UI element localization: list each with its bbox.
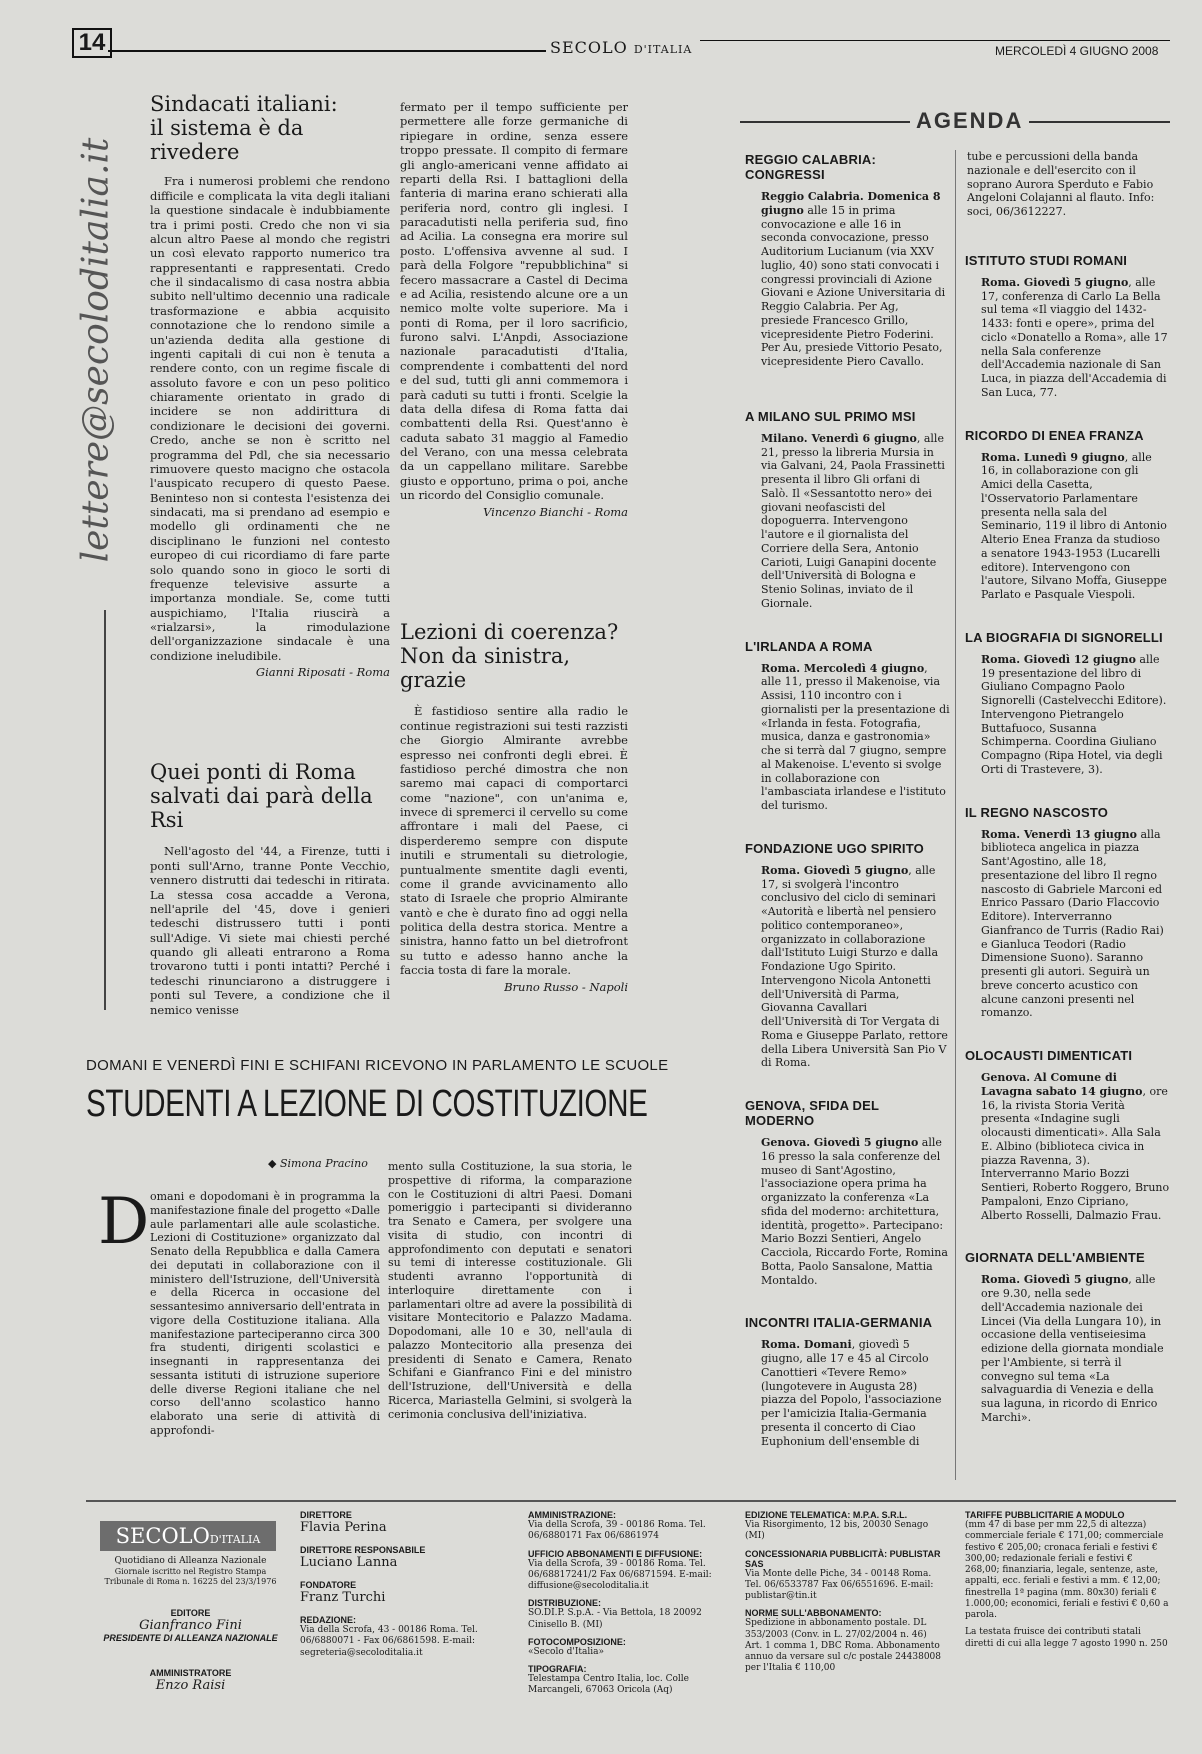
letter-title: Lezioni di coerenza? Non da sinistra, grazie [400,620,619,693]
drop-cap: D [98,1185,150,1259]
footer-editore: EDITORE Gianfranco Fini PRESIDENTE DI ALLEANZA NAZIONALE [103,1608,278,1643]
agenda-item-continued: tube e percussioni della banda nazionale e dell'esercito con il soprano Aurora Sperduto e Fabio Angeloni Colajanni al flauto. Info: soci, 06/3612227. [967,150,1155,218]
masthead [550,38,692,57]
agenda-col-1 [745,152,950,1448]
agenda-item: ISTITUTO STUDI ROMANI Roma. Giovedì 5 giugno, alle 17, conferenza di Carlo La Bella sul tema «Il viaggio del 1432-1433: fonti e opere», prima del ciclo «Donatello a Roma», alle 17 nella Sala conferenze dell'Accademia nazionale di San Luca, in piazza dell'Accademia di San Luca, 77. [965,253,1170,400]
article-kicker: DOMANI E VENERDÌ FINI E SCHIFANI RICEVONO IN PARLAMENTO LE SCUOLE [86,1057,669,1074]
agenda-heading: GIORNATA DELL'AMBIENTE [965,1250,1145,1266]
footer-amministratore: AMMINISTRATORE Enzo Raisi [149,1668,232,1693]
agenda-col-2 [965,150,1170,1425]
agenda-item: OLOCAUSTI DIMENTICATI Genova. Al Comune di Lavagna sabato 14 giugno, ore 16, la rivista Storia Verità presenta «Indagine sugli olocausti dimenticati». Alla Sala E. Albino (biblioteca civica in piazza Ravenna, 3). Interverranno Mario Bozzi Sentieri, Roberto Roggero, Bruno Pampaloni, Enzo Cipriano, Alberto Rosselli, Dalmazio Frau. [965,1048,1170,1222]
agenda-item: GIORNATA DELL'AMBIENTE Roma. Giovedì 5 giugno, alle ore 9.30, nella sede dell'Accademia nazionale dei Lincei (Via della Lungara 10), in occasione della ventiseiesima edizione della giornata mondiale per l'Ambiente, si terrà il convegno sul tema «La salvaguardia di Venezia e della sua laguna, in ricordo di Enrico Marchi». [965,1250,1170,1424]
page-number: 14 [72,28,112,58]
agenda-heading: ISTITUTO STUDI ROMANI [965,252,1128,268]
agenda-item: REGGIO CALABRIA: CONGRESSI Reggio Calabria. Domenica 8 giugno alle 15 in prima convocazione e alle 16 in seconda convocazione, presso Auditorium Lucianum (via XXV luglio, 40) sono stati convocati i congressi provinciali di Azione Giovani e Azione Universitaria di Reggio Calabria. Per Ag, presiede Francesco Grillo, vicepresidente Pietro Foderini. Per Au, presiede Vittorio Pesato, vicepresidente Piero Cavallo. [745,152,950,369]
issue-date: MERCOLEDÌ 4 GIUGNO 2008 [995,44,1159,58]
agenda-heading: L'IRLANDA A ROMA [745,638,873,654]
footer-logo: SECOLOD'ITALIA [100,1521,276,1551]
article-byline: ◆ Simona Pracino [268,1157,368,1170]
header-rule-right [700,40,1170,41]
vertical-email-banner [76,90,116,610]
footer-admin: AMMINISTRAZIONE: Via della Scrofa, 39 - 00186 Roma. Tel. 06/6880171 Fax 06/6861974 UFFICIO ABBONAMENTI E DIFFUSIONE: Via della Scrofa, 39 - 00186 Roma. Tel. 06/68817241/2 Fax 06/6871594. E-mail: diffusione@secoloditalia.it DISTRIBUZIONE: SO.DI.P. S.p.A. - Via Bettola, 18 20092 Cinisello B. (MI) FOTOCOMPOSIZIONE: «Secolo d'Italia» TIPOGRAFIA: Telestampa Centro Italia, loc. Colle Marcangeli, 67063 Oricola (Aq) [528,1510,712,1696]
agenda-item: LA BIOGRAFIA DI SIGNORELLI Roma. Giovedì 12 giugno alle 19 presentazione del libro di Giuliano Compagno Paolo Signorelli (Castelvecchi Editore). Intervengono Pietrangelo Buttafuoco, Susanna Schimperna. Coordina Giuliano Compagno (Ripa Hotel, via degli Orti di Trastevere, 3). [965,630,1170,777]
masthead-title: SECOLO [550,38,628,57]
letter-signature: Bruno Russo - Napoli [504,979,628,994]
agenda-heading: FONDAZIONE UGO SPIRITO [745,840,924,856]
letter-ponti-roma-continuation [400,100,628,519]
agenda-item: GENOVA, SFIDA DEL MODERNO Genova. Giovedì 5 giugno alle 16 presso la sala conferenze del museo di Sant'Agostino, l'associazione opera prima ha organizzato la conferenza «La sfida del moderno: architettura, identità, progetto». Partecipano: Mario Bozzi Sentieri, Angelo Cacciola, Riccardo Forte, Romina Botta, Paolo Sansalone, Mattia Montaldo. [745,1098,950,1287]
letter-signature: Vincenzo Bianchi - Roma [483,504,628,519]
agenda-item: IL REGNO NASCOSTO Roma. Venerdì 13 giugno alla biblioteca angelica in piazza Sant'Agostino, alle 18, presentazione del libro Il regno nascosto di Gabriele Marconi ed Enrico Passaro (Dario Flaccovio Editore). Interverranno Gianfranco de Turris (Radio Rai) e Gianluca Teodori (Radio Dimensione Suono). Saranno presenti gli autori. Seguirà un breve concerto acustico con alcune canzoni presenti nel romanzo. [965,805,1170,1021]
vertical-rule [104,610,106,1010]
letter-ponti-roma [150,760,390,1017]
agenda-heading: IL REGNO NASCOSTO [965,804,1109,820]
letter-signature: Gianni Riposati - Roma [255,665,390,680]
agenda-item: FONDAZIONE UGO SPIRITO Roma. Giovedì 5 giugno, alle 17, si svolgerà l'incontro conclusivo del ciclo di seminari «Autorità e libertà nel pensiero politico contemporaneo», organizzato in collaborazione dall'Istituto Luigi Sturzo e dalla Fondazione Ugo Spirito. Intervengono Nicola Antonetti dell'Università di Parma, Giovanna Cavallari dell'Università di Tor Vergata di Roma e Giuseppe Parlato, rettore della Libera Università San Pio V di Roma. [745,841,950,1070]
agenda-heading: INCONTRI ITALIA-GERMANIA [745,1315,933,1331]
letter-body: Fra i numerosi problemi che rendono difficile e complicata la vita degli italiani la questione sindacale è indubbiamente tra i primi posti. Credo che non vi sia alcun altro Paese al mondo che registri un così elevato rapporto numerico tra rappresentanti e rappresentati. Credo che il sindacalismo di casa nostra abbia subito nell'ultimo decennio una radicale trasformazione e abbia acquisito connotazione che lo rendono simile a un'azienda dedita alla gestione di ingenti capitali di cui non è tenuta a rendere conto, con un regime fiscale di assoluto favore e con un peso politico chiaramente orientato in grado di incidere se non addirittura di condizionare le decisioni dei governi. Credo, anche se non è scritto nel programma del Pdl, che sia necessario rimuovere questo macigno che ostacola l'auspicato recupero di questo Paese. Beninteso non si contesta l'esistenza dei sindacati, ma si prendano ad esempio e modello gli ordinamenti che ne disciplinano le funzioni nel contesto europeo di cui ricordiamo di fare parte solo quando sono in gioco le sorti di frequenze televisive assurte a importanza mondiale. Se, come tutti auspichiamo, l'Italia riuscirà a «rialzarsi», la rimodulazione dell'organizzazione sindacale è una condizione ineludibile. [150,174,390,663]
masthead-subtitle: D'ITALIA [633,43,693,56]
agenda-heading: LA BIOGRAFIA DI SIGNORELLI [965,629,1163,645]
agenda-title: AGENDA [910,108,1029,134]
header-rule-left [108,50,546,52]
letter-title: Sindacati italiani: il sistema è da rivedere [150,92,338,165]
agenda-item: INCONTRI ITALIA-GERMANIA Roma. Domani, giovedì 5 giugno, alle 17 e 45 al Circolo Canottieri «Tevere Remo» (lungotevere in Augusta 28) piazza del Popolo, l'associazione per l'amicizia Italia-Germania presenta il concerto di Ciao Euphonium dell'ensemble di [745,1315,950,1448]
article-column-2: mento sulla Costituzione, la sua storia, le prospettive di riforma, la comparazione con le Costituzioni di altri Paesi. Domani pomeriggio i partecipanti si divideranno tra Senato e Camera, per svolgere una visita di studio, con incontri di approfondimento con deputati e senatori su temi di interesse costituzionale. Gli studenti avranno l'opportunità di interloquire direttamente con i parlamentari oltre ad avere la possibilità di visitare Montecitorio e Palazzo Madama. Dopodomani, alle 10 e 30, nell'aula di palazzo Montecitorio alla presenza dei presidenti di Senato e Camera, Renato Schifani e Gianfranco Fini e del ministro dell'Istruzione, dell'Università e della Ricerca, Mariastella Gelmini, si svolgerà la cerimonia conclusiva dell'iniziativa. [388,1160,632,1421]
letters-email[interactable]: lettere@secoloditalia.it [75,137,117,563]
letter-lezioni-coerenza [400,620,628,994]
agenda-heading: A MILANO SUL PRIMO MSI [745,408,916,424]
agenda-heading: GENOVA, SFIDA DEL MODERNO [745,1098,879,1128]
letter-body-continued: fermato per il tempo sufficiente per permettere alle forze germaniche di ripiegare in ordine, senza essere troppo pressate. Il compito di fermare gli anglo-americani venne affidato ai reparti della Rsi. I battaglioni della fanteria di marina erano schierati alla periferia nord, contro gli inglesi. I paracadutisti nella periferia sud, fino ad Acilia. La consegna era morire sul posto. L'offensiva avvenne al sud. I parà della Folgore "repubblichina" si fecero massacrare a Castel di Decima e ad Acilia, resistendo alcune ore a un nemico molte volte superiore. Ma i ponti di Roma, per il loro sacrificio, furono salvi. L'Anpdi, Associazione nazionale paracadutisti d'Italia, comprendente i combattenti del nord e del sud, tutti gli anni commemora i parà caduti su tutti i fronti. Scelgie la data della difesa di Roma fatta dai combattenti della Rsi. Quest'anno è caduta sabato 31 maggio al Famedio del Verano, con una messa celebrata da un cappellano militare. Sarebbe giusto e opportuno, prima o poi, anche un ricordo del Consiglio comunale. [400,100,628,503]
agenda-heading: REGGIO CALABRIA: CONGRESSI [745,152,877,182]
article-column-1: omani e dopodomani è in programma la manifestazione finale del progetto «Dalle aule parlamentari alle aule scolastiche. Lezioni di Costituzione» organizzato dal Senato della Repubblica e dalla Camera dei deputati in collaborazione con il ministero dell'Istruzione, dell'Università e della Ricerca in occasione del sessantesimo anniversario dell'entrata in vigore della Costituzione italiana. Alla manifestazione parteciperanno circa 300 fra studenti, dirigenti scolastici e insegnanti in rappresentanza dei sessanta istituti di istruzione superiore delle diverse Regioni italiane che nel corso dell'anno scolastico hanno elaborato una serie di attività di approfondi- [150,1190,380,1437]
letter-body: Nell'agosto del '44, a Firenze, tutti i ponti sull'Arno, tranne Ponte Vecchio, vennero distrutti dai tedeschi in ritirata. La stessa cosa accadde a Verona, nell'aprile del '45, dove i genieri tedeschi distrussero tutti i ponti sull'Adige. Vi siete mai chiesti perché quando gli alleati entrarono a Roma trovarono tutti i ponti intatti? Perché i tedeschi rinunciarono a distruggere i ponti sul Tevere, a condizione che il nemico venisse [150,844,390,1017]
letter-sindacati [150,92,390,679]
footer-direction: DIRETTORE Flavia Perina DIRETTORE RESPONSABILE Luciano Lanna FONDATORE Franz Turchi REDAZIONE: Via della Scrofa, 43 - 00186 Roma. Tel. 06/6880071 - Fax 06/6861598. E-mail: segreteria@secoloditalia.it [300,1510,478,1658]
agenda-column-rule [955,150,956,1480]
agenda-heading: OLOCAUSTI DIMENTICATI [965,1048,1133,1063]
letter-body: È fastidioso sentire alla radio le continue registrazioni sui testi razzisti che Giorgio Almirante avrebbe espresso nei confronti degli ebrei. È fastidioso perché dimostra che non saremo mai capaci di comportarci come "nazione", con un'anima e, invece di spremerci il cervello su come affrontare i mali del Paese, ci disperderemo sempre con dispute inutili e strumentali su dietrologie, puntualmente smentite dagli eventi, come il grande avvicinamento allo stato di Israele che proprio Almirante vantò e che è durato fino ad oggi nella politica della destra storica. Mentre a sinistra, hanno fatto un bel dietrofront su tutto e adesso hanno anche la faccia tosta di fare la morale. [400,704,628,978]
footer-tagline: Quotidiano di Alleanza Nazionale Giornale iscritto nel Registro Stampa Tribunale di Roma n. 16225 del 23/3/1976 [104,1556,277,1587]
agenda-item: L'IRLANDA A ROMA Roma. Mercoledì 4 giugno, alle 11, presso il Makenoise, via Assisi, 110 incontro con i giornalisti per la presentazione di «Irlanda in festa. Fotografia, musica, danza e gastronomia» che si terrà dal 7 giugno, sempre al Makenoise. L'evento si svolge in collaborazione con l'ambasciata irlandese e l'istituto del turismo. [745,638,950,812]
agenda-item: A MILANO SUL PRIMO MSI Milano. Venerdì 6 giugno, alle 21, presso la libreria Mursia in via Galvani, 24, Paola Frassinetti presenta il libro Gli orfani di Salò. Il «Sessantotto nero» dei giovani neofascisti del dopoguerra. Intervengono l'autore e il giornalista del Corriere della Sera, Antonio Carioti, Luigi Ganapini docente dell'Università di Bologna e Stenio Solinas, inviato de il Giornale. [745,409,950,611]
article-headline: STUDENTI A LEZIONE DI COSTITUZIONE [86,1083,648,1125]
footer-tariffs: TARIFFE PUBBLICITARIE A MODULO (mm 47 di base per mm 22,5 di altezza) commerciale feriale € 171,00; commerciale festivo € 205,00; cronaca feriali e festivi € 300,00; redazionale feriali e festivi € 268,00; finanziaria, legale, sentenze, aste, appalti, ecc. feriali e festivi a mm. € 12,00; finestrella 1ª pagina (mm. 80x30) feriali € 1.000,00; economici, feriali e festivi € 0,60 a parola. La testata fruisce dei contributi statali diretti di cui alla legge 7 agosto 1990 n. 250 [965,1510,1169,1649]
agenda-item: RICORDO DI ENEA FRANZA Roma. Lunedì 9 giugno, alle 16, in collaborazione con gli Amici della Casetta, l'Osservatorio Parlamentare presenta nella sala del Seminario, 119 il libro di Antonio Alterio Enea Franza da studioso a senatore 1943-1953 (Lucarelli editore). Intervengono con l'autore, Silvano Moffa, Giuseppe Parlato e Pasquale Viespoli. [965,428,1170,602]
agenda-heading: RICORDO DI ENEA FRANZA [965,427,1144,443]
footer-rule [86,1500,1176,1502]
letter-title: Quei ponti di Roma salvati dai parà della Rsi [150,760,373,833]
footer-commercial: EDIZIONE TELEMATICA: M.P.A. S.R.L. Via Risorgimento, 12 bis, 20030 Senago (MI) CONCESSIONARIA PUBBLICITÀ: PUBLISTAR SAS Via Monte delle Piche, 34 - 00148 Roma. Tel. 06/6533787 Fax 06/6551696. E-mail: publistar@tin.it NORME SULL'ABBONAMENTO: Spedizione in abbonamento postale. DL 353/2003 (Conv. in L. 27/02/2004 n. 46) Art. 1 comma 1, DBC Roma. Abbonamento annuo da versare sul c/c postale 24438008 per l'Italia € 110,00 [745,1510,941,1674]
